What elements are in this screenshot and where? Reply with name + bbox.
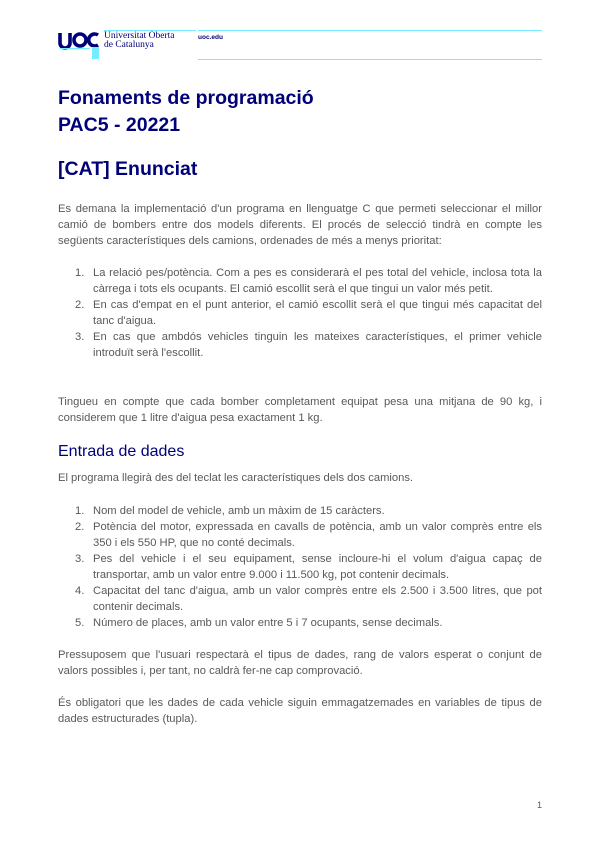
document-title [58,85,314,139]
course-title: Fonaments de programació [58,87,314,109]
assumption-paragraph: Pressuposem que l'usuari respectarà el tipus de dades, rang de valors esperat o conjunt de valors possibles i, per tant, no caldrà fer-ne cap comprovació. [58,649,542,677]
input-list [58,503,542,631]
uoc-logo-mark [58,30,102,60]
university-name-line2: de Catalunya [104,40,154,50]
list-item-text: Número de places, amb un valor entre 5 i 7 ocupants, sense decimals. [93,617,443,629]
requirement-paragraph: És obligatori que les dades de cada vehicle siguin emmagatzemades en variables de tipus de dades estructurades (tupla). [58,697,542,725]
university-name [104,32,174,50]
page-header [58,30,542,60]
section-heading: [CAT] Enunciat [58,158,198,180]
list-item-text: La relació pes/potència. Com a pes es considerarà el pes total del vehicle, inclosa tota la càrrega i tots els ocupants. El camió escollit serà el que tingui un valor més petit. [93,267,542,295]
list-item [58,615,542,631]
list-number: 2. [75,521,85,533]
list-item [58,519,542,551]
intro-paragraph: Es demana la implementació d'un programa en llenguatge C que permeti seleccionar el millor camió de bombers entre dos models diferents. El procés de selecció tindrà en compte les següents característiques dels camions, ordenades de més a menys prioritat: [58,203,542,247]
note-paragraph: Tingueu en compte que cada bomber completament equipat pesa una mitjana de 90 kg, i considerem que 1 litre d'aigua pesa exactament 1 kg. [58,396,542,424]
list-number: 3. [75,331,85,343]
list-item [58,329,542,361]
list-item [58,551,542,583]
university-name-line1: Universitat Oberta [104,31,175,41]
list-number: 5. [75,617,85,629]
list-item-text: Pes del vehicle i el seu equipament, sense incloure-hi el volum d'aigua capaç de transportar, amb un valor entre 9.000 i 11.500 kg, pot contenir decimals. [93,553,542,581]
list-number: 4. [75,585,85,597]
list-item [58,503,542,519]
list-item [58,297,542,329]
list-item [58,265,542,297]
list-number: 3. [75,553,85,565]
input-heading: Entrada de dades [58,443,185,460]
list-item-text: En cas d'empat en el punt anterior, el camió escollit serà el que tingui més capacitat del tanc d'aigua. [93,299,542,327]
input-intro: El programa llegirà des del teclat les característiques dels dos camions. [58,472,414,484]
page-number: 1 [536,800,542,810]
criteria-list [58,265,542,361]
assignment-title: PAC5 - 20221 [58,114,181,136]
list-item [58,583,542,615]
list-item-text: Capacitat del tanc d'aigua, amb un valor comprès entre els 2.500 i 3.500 litres, que pot contenir decimals. [93,585,542,613]
header-rule-bottom [198,59,542,60]
header-tag[interactable]: uoc.edu [198,34,223,41]
list-number: 1. [75,267,85,279]
list-item-text: Nom del model de vehicle, amb un màxim de 15 caràcters. [93,505,385,517]
list-item-text: Potència del motor, expressada en cavalls de potència, amb un valor comprès entre els 350 i els 550 HP, que no conté decimals. [93,521,542,549]
list-item-text: En cas que ambdós vehicles tinguin les mateixes característiques, el primer vehicle introduït serà l'escollit. [93,331,542,359]
list-number: 2. [75,299,85,311]
header-rule-top [198,30,542,31]
list-number: 1. [75,505,85,517]
